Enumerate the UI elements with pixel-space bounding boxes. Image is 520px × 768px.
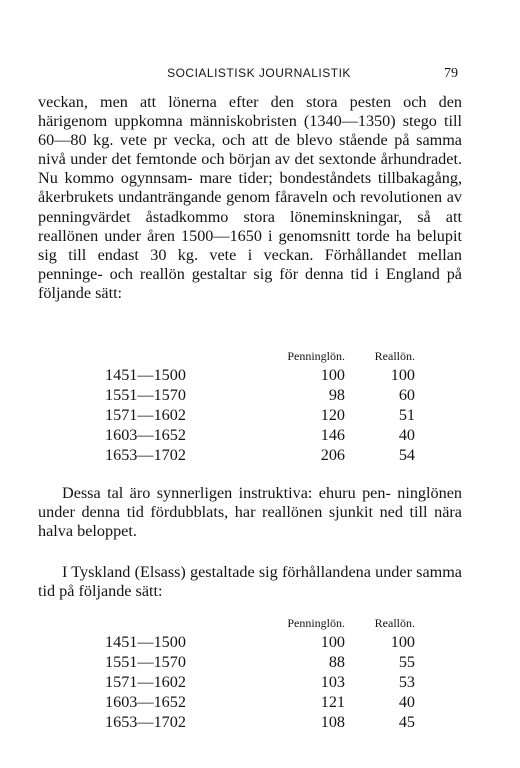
cell-period: 1653—1702: [105, 713, 186, 731]
cell-period: 1451—1500: [105, 633, 186, 651]
cell-period: 1451—1500: [105, 366, 186, 384]
cell-period: 1571—1602: [105, 673, 186, 691]
table-row: [105, 426, 425, 446]
table-row: [105, 366, 425, 386]
paragraph-commentary: Dessa tal äro synnerligen instruktiva: ehuru pen- ninglönen under denna tid fördubblats, har reallönen sjunkit ned till nära halva beloppet.: [38, 484, 462, 541]
table-row: [105, 713, 425, 733]
cell-period: 1653—1702: [105, 446, 186, 464]
table-tyskland: [105, 616, 425, 733]
cell-penninglon: 206: [320, 446, 345, 464]
cell-period: 1571—1602: [105, 406, 186, 424]
cell-reallon: 54: [398, 446, 415, 464]
cell-reallon: 40: [398, 426, 415, 444]
cell-reallon: 53: [398, 673, 415, 691]
table-row: [105, 446, 425, 466]
header-reallon: Reallön.: [374, 349, 415, 363]
cell-penninglon: 120: [320, 406, 345, 424]
cell-reallon: 45: [398, 713, 415, 731]
cell-period: 1551—1570: [105, 653, 186, 671]
cell-penninglon: 146: [320, 426, 345, 444]
table-row: [105, 693, 425, 713]
cell-penninglon: 98: [328, 386, 345, 404]
cell-period: 1551—1570: [105, 386, 186, 404]
table-row: [105, 386, 425, 406]
header-penninglon: Penninglön.: [287, 349, 345, 363]
table-row: [105, 653, 425, 673]
paragraph-wage-history: veckan, men att lönerna efter den stora pesten och den härigenom uppkomna människobristen (1340—1350) stego till 60—80 kg. vete pr vecka, och att de blevo stående på samma nivå under det femtonde och början av det sextonde århundradet. Nu kommo ogynnsam- mare tider; bondeståndets tillbakagång, åkerbrukets undanträngande genom fåraveln och revolutionen av penningvärdet åstadkommo stora löneminskningar, så att reallönen under åren 1500—1650 i genomsnitt torde ha belupit sig till endast 30 kg. vete i veckan. Förhållandet mellan penninge- och reallön gestaltar sig för denna tid i England på följande sätt:: [38, 93, 462, 302]
table-row: [105, 406, 425, 426]
cell-penninglon: 103: [320, 673, 345, 691]
paragraph-tyskland-intro: I Tyskland (Elsass) gestaltade sig förhållandena under samma tid på följande sätt:: [38, 563, 462, 601]
cell-reallon: 51: [398, 406, 415, 424]
table-row: [105, 673, 425, 693]
cell-reallon: 100: [390, 366, 415, 384]
table-row: [105, 633, 425, 653]
cell-reallon: 55: [398, 653, 415, 671]
page-number: 79: [444, 66, 458, 81]
cell-reallon: 60: [398, 386, 415, 404]
cell-penninglon: 88: [328, 653, 345, 671]
table-header: [105, 616, 425, 633]
table-england: [105, 349, 425, 466]
header-reallon: Reallön.: [374, 616, 415, 630]
cell-reallon: 40: [398, 693, 415, 711]
cell-penninglon: 100: [320, 633, 345, 651]
cell-penninglon: 108: [320, 713, 345, 731]
running-title: SOCIALISTISK JOURNALISTIK: [167, 66, 351, 80]
cell-period: 1603—1652: [105, 426, 186, 444]
cell-penninglon: 100: [320, 366, 345, 384]
header-penninglon: Penninglön.: [287, 616, 345, 630]
page-header: [60, 66, 458, 84]
cell-period: 1603—1652: [105, 693, 186, 711]
cell-penninglon: 121: [320, 693, 345, 711]
cell-reallon: 100: [390, 633, 415, 651]
table-header: [105, 349, 425, 366]
